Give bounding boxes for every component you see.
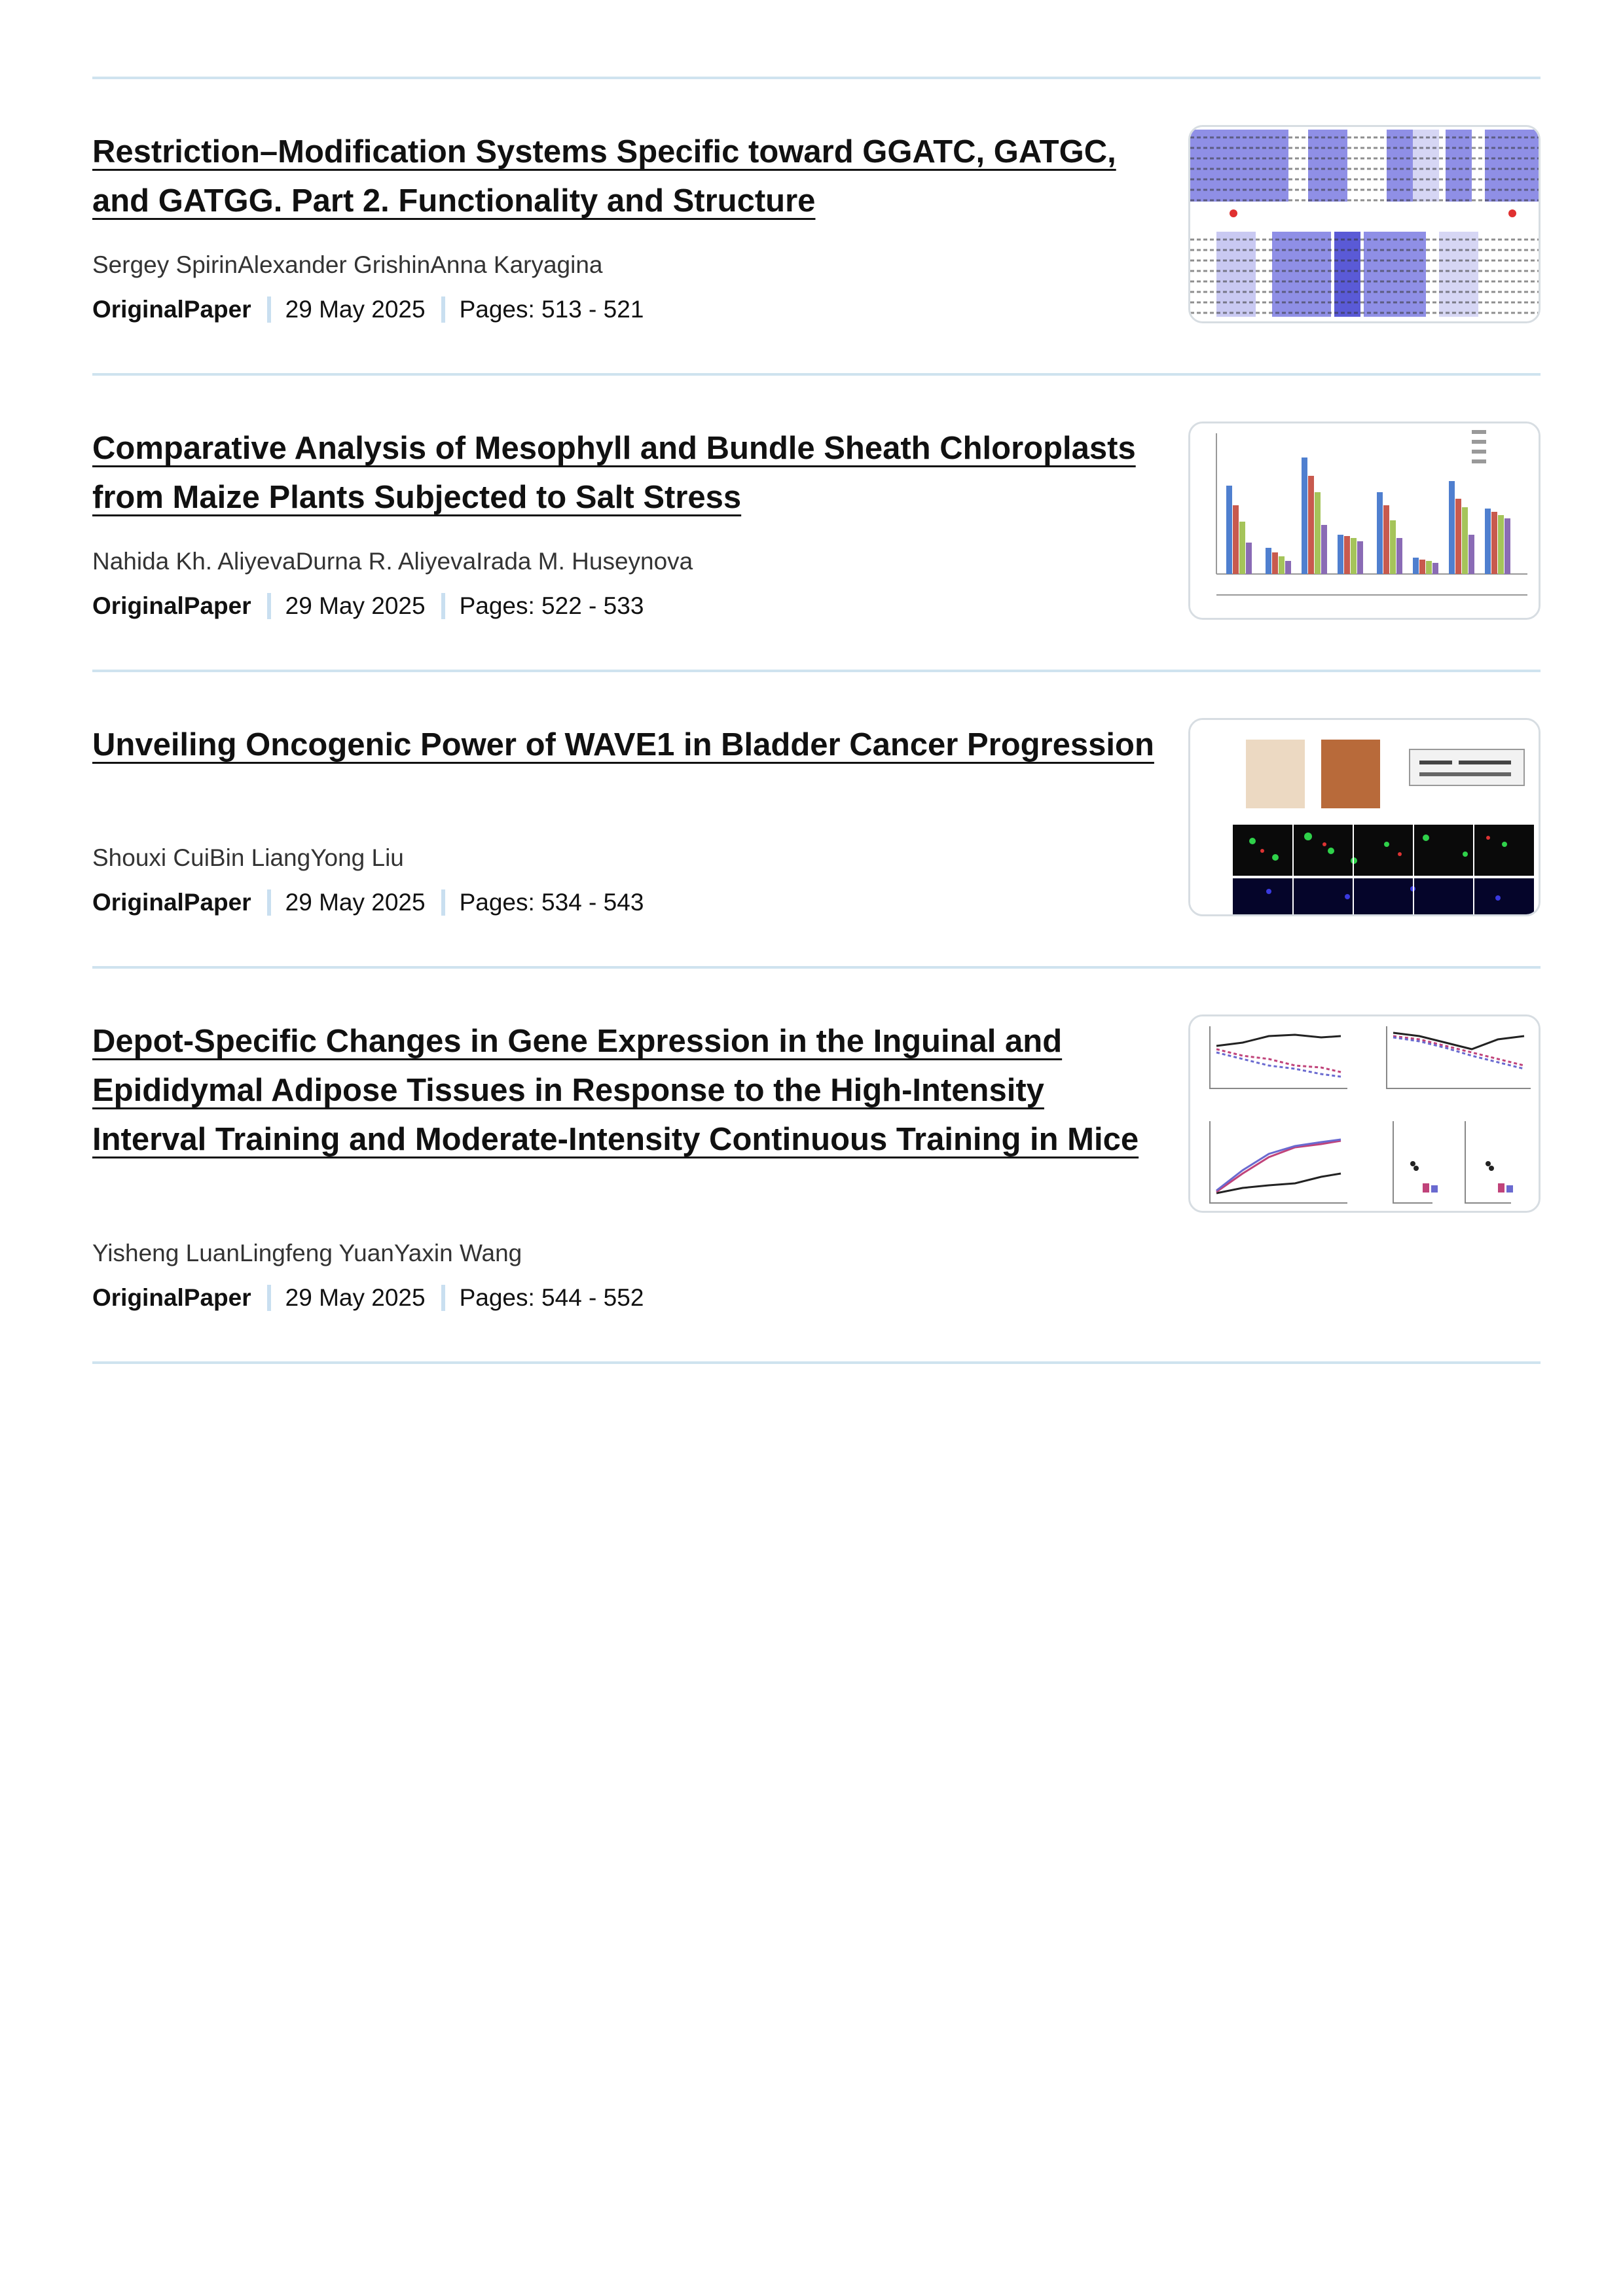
article-item bbox=[92, 79, 1541, 376]
meta-divider bbox=[441, 889, 445, 916]
article-authors: Shouxi CuiBin LiangYong Liu bbox=[92, 844, 404, 871]
article-title-link[interactable]: Comparative Analysis of Mesophyll and Bundle Sheath Chloroplasts from Maize Plants Subjected to Salt Stress bbox=[92, 431, 1136, 515]
meta-divider bbox=[441, 1285, 445, 1311]
article-title-link[interactable]: Unveiling Oncogenic Power of WAVE1 in Bladder Cancer Progression bbox=[92, 727, 1154, 762]
sequence-alignment-thumbnail[interactable] bbox=[1188, 125, 1541, 323]
microscopy-thumbnail[interactable] bbox=[1188, 718, 1541, 916]
article-title-link[interactable]: Restriction–Modification Systems Specific toward GGATC, GATGC, and GATGG. Part 2. Functionality and Structure bbox=[92, 134, 1116, 219]
article-authors: Yisheng LuanLingfeng YuanYaxin Wang bbox=[92, 1240, 522, 1266]
article-pages: Pages: 534 - 543 bbox=[459, 889, 644, 916]
meta-divider bbox=[441, 593, 445, 619]
meta-divider bbox=[267, 296, 271, 323]
article-type: OriginalPaper bbox=[92, 296, 251, 323]
bar-chart-thumbnail[interactable] bbox=[1188, 422, 1541, 620]
article-type: OriginalPaper bbox=[92, 889, 251, 916]
article-title bbox=[92, 424, 1166, 522]
article-date: 29 May 2025 bbox=[285, 592, 426, 619]
article-item bbox=[92, 376, 1541, 672]
article-item bbox=[92, 969, 1541, 1364]
article-date: 29 May 2025 bbox=[285, 889, 426, 916]
line-plots-thumbnail[interactable] bbox=[1188, 1014, 1541, 1213]
article-authors: Sergey SpirinAlexander GrishinAnna Karyagina bbox=[92, 251, 603, 278]
meta-divider bbox=[441, 296, 445, 323]
article-meta bbox=[92, 1284, 644, 1312]
article-pages: Pages: 544 - 552 bbox=[459, 1284, 644, 1311]
article-date: 29 May 2025 bbox=[285, 296, 426, 323]
article-title bbox=[92, 128, 1166, 226]
article-type: OriginalPaper bbox=[92, 592, 251, 619]
article-title-link[interactable]: Depot-Specific Changes in Gene Expression in the Inguinal and Epididymal Adipose Tissues in Response to the High-Intensity Interval Training and Moderate-Intensity Continuous Training in Mice bbox=[92, 1024, 1139, 1157]
article-item bbox=[92, 672, 1541, 969]
article-list bbox=[92, 77, 1541, 1364]
meta-divider bbox=[267, 1285, 271, 1311]
article-date: 29 May 2025 bbox=[285, 1284, 426, 1311]
article-title bbox=[92, 1017, 1166, 1164]
meta-divider bbox=[267, 593, 271, 619]
article-pages: Pages: 513 - 521 bbox=[459, 296, 644, 323]
article-authors: Nahida Kh. AliyevaDurna R. AliyevaIrada M. Huseynova bbox=[92, 548, 693, 575]
article-type: OriginalPaper bbox=[92, 1284, 251, 1311]
article-pages: Pages: 522 - 533 bbox=[459, 592, 644, 619]
article-meta bbox=[92, 889, 644, 916]
article-title bbox=[92, 721, 1166, 770]
article-meta bbox=[92, 592, 644, 620]
meta-divider bbox=[267, 889, 271, 916]
article-meta bbox=[92, 296, 644, 323]
